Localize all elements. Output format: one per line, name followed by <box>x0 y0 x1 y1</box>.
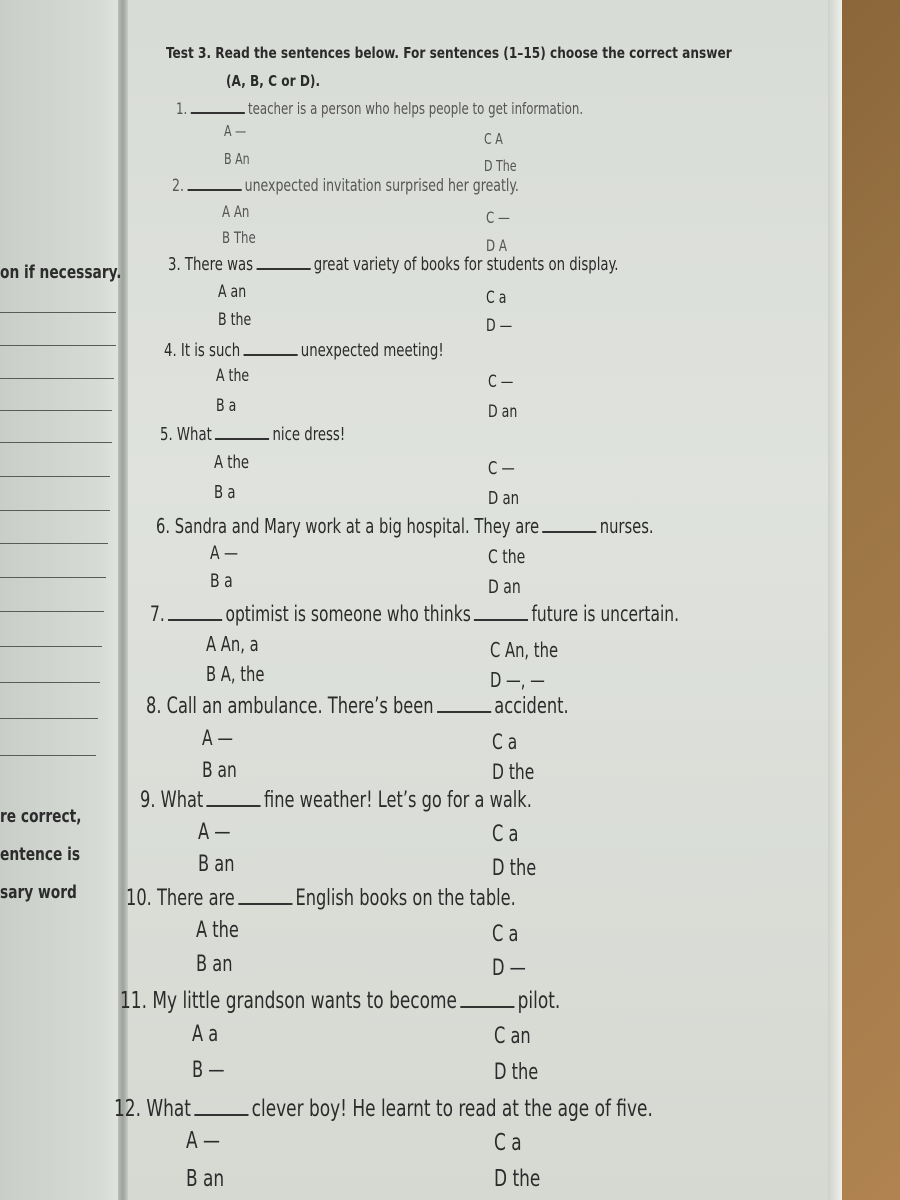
option-b[interactable]: B a <box>210 570 233 592</box>
question-text-before: Sandra and Mary work at a big hospital. They are <box>174 514 540 538</box>
option-a[interactable]: A — <box>198 820 231 845</box>
question-12 <box>114 1096 653 1122</box>
question-text-before: What <box>146 1096 191 1122</box>
page-edge <box>828 0 842 1200</box>
question-number: 3. <box>168 254 181 275</box>
question-1 <box>176 98 583 118</box>
answer-blank-2[interactable] <box>474 605 528 621</box>
question-number: 10. <box>126 886 152 911</box>
question-number: 11. <box>120 988 147 1014</box>
question-text: great variety of books for students on display. <box>313 254 619 275</box>
answer-blank[interactable] <box>256 254 310 270</box>
answer-blank[interactable] <box>207 791 261 807</box>
option-d[interactable]: D an <box>488 488 520 509</box>
answer-line <box>0 682 100 683</box>
question-2 <box>172 175 519 196</box>
option-d[interactable]: D —, — <box>490 668 545 692</box>
option-b[interactable]: B a <box>214 482 236 503</box>
question-number: 4. <box>164 340 177 361</box>
left-margin-text-2: re correct, <box>0 806 82 827</box>
answer-line <box>0 312 116 313</box>
option-c[interactable]: C the <box>488 546 526 568</box>
option-d[interactable]: D an <box>488 576 521 598</box>
option-b[interactable]: B an <box>202 758 237 782</box>
answer-blank[interactable] <box>168 605 222 621</box>
option-d[interactable]: D the <box>492 760 535 784</box>
question-9 <box>140 788 532 813</box>
question-number: 1. <box>176 99 188 118</box>
option-d[interactable]: D The <box>484 157 517 175</box>
option-b[interactable]: B an <box>186 1166 225 1192</box>
option-c[interactable]: C — <box>488 458 515 479</box>
test-instructions-cont: (A, B, C or D). <box>226 72 321 90</box>
answer-blank[interactable] <box>460 992 514 1008</box>
option-b[interactable]: B The <box>222 228 256 247</box>
question-number: 5. <box>160 424 173 445</box>
answer-line <box>0 755 96 756</box>
question-text: English books on the table. <box>295 886 516 911</box>
option-a[interactable]: A the <box>214 452 250 473</box>
question-3 <box>168 254 619 275</box>
question-text: nice dress! <box>272 424 346 445</box>
option-c[interactable]: C a <box>486 288 507 308</box>
question-text: fine weather! Let’s go for a walk. <box>263 788 532 813</box>
question-number: 8. <box>146 694 162 719</box>
question-number: 6. <box>156 514 171 538</box>
option-c[interactable]: C a <box>494 1130 522 1156</box>
option-b[interactable]: B — <box>192 1058 225 1083</box>
question-text-before: What <box>160 788 204 813</box>
answer-line <box>0 611 104 612</box>
question-10 <box>126 886 516 911</box>
question-8 <box>146 694 569 719</box>
option-b[interactable]: B An <box>224 150 250 168</box>
question-number: 12. <box>114 1096 141 1122</box>
option-d[interactable]: D the <box>494 1166 541 1192</box>
answer-line <box>0 510 110 511</box>
question-text: accident. <box>494 694 569 719</box>
option-c[interactable]: C a <box>492 822 519 847</box>
left-margin-text-3: entence is <box>0 844 81 865</box>
question-11 <box>120 988 560 1014</box>
question-text: nurses. <box>599 514 654 538</box>
answer-line <box>0 543 108 544</box>
answer-blank[interactable] <box>437 697 491 713</box>
question-7 <box>150 602 679 626</box>
question-text-before: There was <box>184 254 254 275</box>
answer-blank[interactable] <box>191 98 245 114</box>
option-a[interactable]: A a <box>192 1022 219 1047</box>
answer-blank[interactable] <box>194 1100 248 1116</box>
option-b[interactable]: B a <box>216 396 237 416</box>
option-c[interactable]: C — <box>488 372 514 392</box>
answer-blank[interactable] <box>243 340 297 356</box>
question-text-before: There are <box>156 886 235 911</box>
option-c[interactable]: C an <box>494 1024 531 1049</box>
question-number: 7. <box>150 602 165 626</box>
option-d[interactable]: D the <box>492 856 537 881</box>
option-d[interactable]: D the <box>494 1060 539 1085</box>
question-number: 2. <box>172 176 184 196</box>
question-text: unexpected invitation surprised her greatly. <box>244 176 519 196</box>
question-text: optimist is someone who thinks <box>225 602 471 626</box>
answer-blank[interactable] <box>542 517 596 533</box>
option-a[interactable]: A — <box>210 542 239 564</box>
answer-line <box>0 345 116 346</box>
answer-blank[interactable] <box>238 889 292 905</box>
option-a[interactable]: A — <box>224 122 247 140</box>
option-a[interactable]: A — <box>186 1128 220 1154</box>
option-a[interactable]: A an <box>218 282 247 302</box>
option-b[interactable]: B an <box>198 852 235 877</box>
left-margin-text-1: on if necessary. <box>0 262 122 283</box>
option-d[interactable]: D A <box>486 236 507 255</box>
option-a[interactable]: A An, a <box>206 632 259 656</box>
option-c[interactable]: C A <box>484 130 503 148</box>
question-text-end: future is uncertain. <box>531 602 680 626</box>
answer-line <box>0 442 112 443</box>
option-c[interactable]: C a <box>492 922 519 947</box>
option-a[interactable]: A — <box>202 726 234 750</box>
answer-line <box>0 718 98 719</box>
option-b[interactable]: B the <box>218 310 252 330</box>
question-text: clever boy! He learnt to read at the age of five. <box>251 1096 653 1122</box>
question-4 <box>164 340 444 361</box>
option-a[interactable]: A the <box>216 366 250 386</box>
question-text-before: What <box>176 424 212 445</box>
option-c[interactable]: C a <box>492 730 518 754</box>
question-5 <box>160 424 345 445</box>
question-number: 9. <box>140 788 156 813</box>
question-6 <box>156 514 654 538</box>
option-a[interactable]: A An <box>222 202 250 221</box>
answer-line <box>0 476 110 477</box>
option-c[interactable]: C — <box>486 208 510 227</box>
answer-line <box>0 378 114 379</box>
question-text: unexpected meeting! <box>300 340 444 361</box>
answer-blank[interactable] <box>215 424 269 440</box>
answer-line <box>0 410 112 411</box>
question-text: pilot. <box>517 988 561 1014</box>
answer-line <box>0 646 102 647</box>
option-d[interactable]: D — <box>492 956 526 981</box>
question-text-before: It is such <box>180 340 241 361</box>
option-c[interactable]: C An, the <box>490 638 559 662</box>
book-spine <box>118 0 128 1200</box>
test-instructions: Test 3. Read the sentences below. For sentences (1–15) choose the correct answer <box>166 44 732 62</box>
answer-line <box>0 577 106 578</box>
answer-blank[interactable] <box>187 175 241 191</box>
option-a[interactable]: A the <box>196 918 239 943</box>
option-b[interactable]: B an <box>196 952 233 977</box>
question-text-before: Call an ambulance. There’s been <box>166 694 434 719</box>
left-page <box>0 0 124 1200</box>
option-d[interactable]: D an <box>488 402 518 422</box>
left-margin-text-4: sary word <box>0 882 77 903</box>
option-d[interactable]: D — <box>486 316 513 336</box>
question-text: teacher is a person who helps people to get information. <box>247 99 584 118</box>
option-b[interactable]: B A, the <box>206 662 265 686</box>
question-text-before: My little grandson wants to become <box>152 988 457 1014</box>
